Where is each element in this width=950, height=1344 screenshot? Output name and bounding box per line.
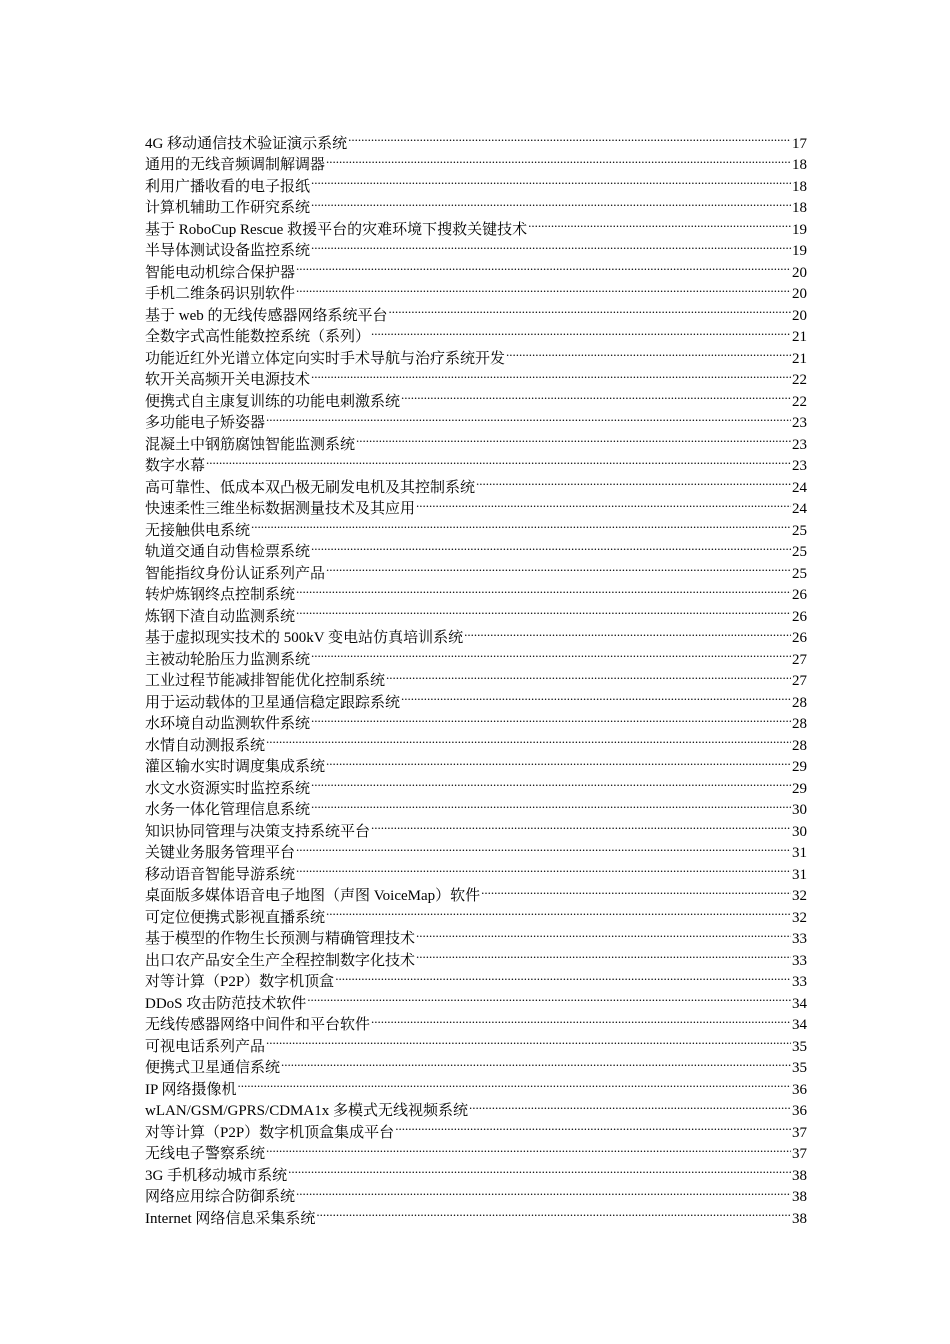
toc-dot-leader bbox=[306, 986, 791, 1008]
toc-entry-page-number: 35 bbox=[792, 1038, 807, 1055]
toc-entry-title: 知识协同管理与决策支持系统平台 bbox=[145, 823, 371, 840]
toc-dot-leader bbox=[310, 642, 791, 664]
toc-dot-leader bbox=[265, 1137, 791, 1159]
toc-entry-title: 功能近红外光谱立体定向实时手术导航与治疗系统开发 bbox=[145, 350, 506, 367]
toc-entry-title: 灌区输水实时调度集成系统 bbox=[145, 759, 326, 775]
toc-entry-title: 快速柔性三维坐标数据测量技术及其应用 bbox=[145, 501, 416, 517]
toc-entry-page-number: 25 bbox=[792, 544, 807, 560]
toc-entry-title: 混凝土中钢筋腐蚀智能监测系统 bbox=[145, 436, 356, 453]
toc-dot-leader bbox=[310, 535, 791, 557]
toc-entry-page-number: 31 bbox=[792, 866, 807, 883]
toc-entry-title: 轨道交通自动售检票系统 bbox=[145, 544, 311, 560]
toc-dot-leader bbox=[310, 707, 791, 729]
toc-entry-page-number: 25 bbox=[792, 565, 807, 582]
toc-entry-page-number: 34 bbox=[792, 1017, 807, 1033]
toc-entry-page-number: 36 bbox=[792, 1103, 807, 1119]
toc-dot-leader bbox=[315, 1201, 791, 1223]
toc-dot-leader bbox=[310, 363, 791, 385]
toc-entry-page-number: 31 bbox=[792, 845, 807, 861]
toc-entry[interactable] bbox=[145, 1072, 807, 1098]
toc-entry-page-number: 27 bbox=[792, 651, 807, 668]
toc-entry-page-number: 17 bbox=[792, 135, 807, 152]
toc-dot-leader bbox=[310, 234, 791, 256]
toc-dot-leader bbox=[400, 685, 791, 707]
toc-entry-title: 无线电子警察系统 bbox=[145, 1146, 266, 1162]
toc-dot-leader bbox=[310, 169, 791, 191]
toc-dot-leader bbox=[480, 879, 791, 901]
toc-entry-title: IP 网络摄像机 bbox=[145, 1081, 237, 1098]
toc-entry-page-number: 32 bbox=[792, 888, 807, 904]
toc-dot-leader bbox=[468, 1094, 791, 1116]
toc-entry-page-number: 20 bbox=[792, 307, 807, 324]
toc-dot-leader bbox=[265, 728, 791, 750]
toc-entry-page-number: 27 bbox=[792, 673, 807, 689]
toc-entry-title: 4G 移动通信技术验证演示系统 bbox=[145, 135, 348, 152]
toc-dot-leader bbox=[415, 492, 791, 514]
toc-dot-leader bbox=[325, 556, 791, 578]
toc-entry-page-number: 25 bbox=[792, 522, 807, 539]
toc-entry-page-number: 22 bbox=[792, 393, 807, 410]
toc-entry-title: 智能指纹身份认证系列产品 bbox=[145, 565, 326, 582]
toc-entry-page-number: 28 bbox=[792, 737, 807, 754]
toc-dot-leader bbox=[370, 320, 791, 342]
toc-entry-title: DDoS 攻击防范技术软件 bbox=[145, 995, 307, 1012]
toc-entry-page-number: 18 bbox=[792, 200, 807, 216]
toc-entry-page-number: 24 bbox=[792, 501, 807, 517]
toc-dot-leader bbox=[295, 255, 791, 277]
toc-entry-page-number: 30 bbox=[792, 802, 807, 818]
toc-entry-title: 炼钢下渣自动监测系统 bbox=[145, 608, 296, 625]
toc-entry-page-number: 22 bbox=[792, 372, 807, 388]
toc-dot-leader bbox=[385, 664, 791, 686]
toc-entry-page-number: 33 bbox=[792, 952, 807, 969]
toc-dot-leader bbox=[355, 427, 791, 449]
toc-entry-page-number: 23 bbox=[792, 458, 807, 474]
toc-entry-title: 转炉炼钢终点控制系统 bbox=[145, 587, 296, 603]
toc-dot-leader bbox=[287, 1158, 791, 1180]
toc-dot-leader bbox=[310, 793, 791, 815]
toc-entry-title: 对等计算（P2P）数字机顶盒 bbox=[145, 974, 335, 990]
toc-entry-page-number: 26 bbox=[792, 630, 807, 646]
toc-entry-title: 手机二维条码识别软件 bbox=[145, 286, 296, 302]
toc-entry-title: 基于虚拟现实技术的 500kV 变电站仿真培训系统 bbox=[145, 630, 464, 646]
toc-dot-leader bbox=[265, 406, 791, 428]
toc-entry-page-number: 24 bbox=[792, 479, 807, 496]
toc-dot-leader bbox=[205, 449, 791, 471]
toc-entry-title: 移动语音智能导游系统 bbox=[145, 866, 296, 883]
toc-entry-title: 出口农产品安全生产全程控制数字化技术 bbox=[145, 952, 416, 969]
toc-dot-leader bbox=[370, 814, 791, 836]
toc-entry-title: 便携式自主康复训练的功能电刺激系统 bbox=[145, 393, 401, 410]
toc-dot-leader bbox=[265, 1029, 791, 1051]
toc-entry-title: wLAN/GSM/GPRS/CDMA1x 多模式无线视频系统 bbox=[145, 1103, 468, 1119]
toc-entry-page-number: 20 bbox=[792, 264, 807, 281]
toc-entry-title: 对等计算（P2P）数字机顶盒集成平台 bbox=[145, 1124, 395, 1141]
toc-entry-title: 用于运动载体的卫星通信稳定跟踪系统 bbox=[145, 694, 401, 711]
toc-dot-leader bbox=[295, 578, 791, 600]
toc-entry-title: 关键业务服务管理平台 bbox=[145, 845, 296, 861]
toc-entry-title: 网络应用综合防御系统 bbox=[145, 1189, 296, 1205]
toc-entry-title: 桌面版多媒体语音电子地图（声图 VoiceMap）软件 bbox=[145, 888, 481, 904]
toc-entry-title: 全数字式高性能数控系统（系列） bbox=[145, 329, 371, 345]
toc-entry-page-number: 33 bbox=[792, 974, 807, 990]
toc-entry-page-number: 38 bbox=[792, 1210, 807, 1227]
toc-entry-title: 多功能电子矫姿器 bbox=[145, 415, 266, 431]
toc-entry-title: 无接触供电系统 bbox=[145, 522, 251, 539]
table-of-contents bbox=[145, 126, 807, 1227]
toc-entry-title: 计算机辅助工作研究系统 bbox=[145, 200, 311, 216]
toc-dot-leader bbox=[310, 191, 791, 213]
toc-dot-leader bbox=[237, 1072, 791, 1094]
toc-entry-title: 数字水幕 bbox=[145, 458, 206, 474]
toc-dot-leader bbox=[295, 1180, 791, 1202]
toc-dot-leader bbox=[370, 1008, 791, 1030]
toc-entry-page-number: 32 bbox=[792, 909, 807, 926]
toc-dot-leader bbox=[394, 1115, 791, 1137]
toc-entry-page-number: 36 bbox=[792, 1081, 807, 1098]
toc-entry[interactable] bbox=[145, 1094, 807, 1119]
toc-entry-page-number: 23 bbox=[792, 415, 807, 431]
toc-dot-leader bbox=[475, 470, 791, 492]
toc-dot-leader bbox=[347, 126, 791, 148]
toc-dot-leader bbox=[295, 599, 791, 621]
toc-dot-leader bbox=[388, 298, 792, 320]
toc-entry-title: 3G 手机移动城市系统 bbox=[145, 1167, 288, 1184]
toc-entry-page-number: 29 bbox=[792, 759, 807, 775]
toc-dot-leader bbox=[325, 900, 791, 922]
toc-entry-title: 基于模型的作物生长预测与精确管理技术 bbox=[145, 931, 416, 947]
toc-entry-title: 基于 RoboCup Rescue 救援平台的灾难环境下搜救关键技术 bbox=[145, 221, 528, 238]
toc-entry-page-number: 33 bbox=[792, 931, 807, 947]
toc-entry-page-number: 38 bbox=[792, 1189, 807, 1205]
toc-entry-title: Internet 网络信息采集系统 bbox=[145, 1210, 316, 1227]
toc-entry-page-number: 35 bbox=[792, 1060, 807, 1076]
toc-entry-title: 高可靠性、低成本双凸极无刷发电机及其控制系统 bbox=[145, 479, 476, 496]
toc-dot-leader bbox=[295, 277, 791, 299]
toc-dot-leader bbox=[463, 621, 791, 643]
toc-dot-leader bbox=[505, 341, 791, 363]
toc-entry-page-number: 19 bbox=[792, 221, 807, 238]
toc-entry-title: 半导体测试设备监控系统 bbox=[145, 243, 311, 259]
toc-entry-title: 主被动轮胎压力监测系统 bbox=[145, 651, 311, 668]
toc-entry-page-number: 26 bbox=[792, 608, 807, 625]
toc-entry-title: 水务一体化管理信息系统 bbox=[145, 802, 311, 818]
toc-dot-leader bbox=[295, 836, 791, 858]
toc-dot-leader bbox=[325, 148, 791, 170]
toc-entry-page-number: 29 bbox=[792, 780, 807, 797]
toc-entry-title: 便携式卫星通信系统 bbox=[145, 1060, 281, 1076]
toc-dot-leader bbox=[415, 922, 791, 944]
toc-entry-page-number: 26 bbox=[792, 587, 807, 603]
toc-entry-page-number: 20 bbox=[792, 286, 807, 302]
toc-entry-title: 水文水资源实时监控系统 bbox=[145, 780, 311, 797]
toc-entry-title: 水情自动测报系统 bbox=[145, 737, 266, 754]
toc-entry-title: 通用的无线音频调制解调器 bbox=[145, 157, 326, 173]
toc-dot-leader bbox=[415, 943, 791, 965]
toc-entry[interactable] bbox=[145, 449, 807, 474]
toc-dot-leader bbox=[310, 771, 791, 793]
toc-entry-title: 可定位便携式影视直播系统 bbox=[145, 909, 326, 926]
toc-entry-title: 无线传感器网络中间件和平台软件 bbox=[145, 1017, 371, 1033]
toc-dot-leader bbox=[280, 1051, 791, 1073]
toc-dot-leader bbox=[250, 513, 791, 535]
toc-entry-page-number: 37 bbox=[792, 1146, 807, 1162]
toc-entry[interactable] bbox=[145, 126, 807, 152]
toc-dot-leader bbox=[295, 857, 791, 879]
toc-entry-page-number: 28 bbox=[792, 694, 807, 711]
toc-entry-page-number: 38 bbox=[792, 1167, 807, 1184]
toc-dot-leader bbox=[325, 750, 791, 772]
toc-entry[interactable] bbox=[145, 470, 807, 496]
toc-entry-title: 智能电动机综合保护器 bbox=[145, 264, 296, 281]
toc-dot-leader bbox=[334, 965, 791, 987]
toc-entry-page-number: 30 bbox=[792, 823, 807, 840]
toc-entry-title: 利用广播收看的电子报纸 bbox=[145, 178, 311, 195]
toc-dot-leader bbox=[400, 384, 791, 406]
toc-entry-title: 软开关高频开关电源技术 bbox=[145, 372, 311, 388]
toc-entry-page-number: 21 bbox=[792, 329, 807, 345]
toc-entry-title: 水环境自动监测软件系统 bbox=[145, 716, 311, 732]
toc-entry-page-number: 18 bbox=[792, 157, 807, 173]
toc-entry-title: 工业过程节能减排智能优化控制系统 bbox=[145, 673, 386, 689]
toc-entry-page-number: 21 bbox=[792, 350, 807, 367]
toc-entry-page-number: 37 bbox=[792, 1124, 807, 1141]
toc-dot-leader bbox=[527, 212, 791, 234]
toc-entry-page-number: 23 bbox=[792, 436, 807, 453]
toc-entry-title: 基于 web 的无线传感器网络系统平台 bbox=[145, 307, 388, 324]
toc-entry-page-number: 19 bbox=[792, 243, 807, 259]
toc-entry-page-number: 28 bbox=[792, 716, 807, 732]
toc-entry-page-number: 34 bbox=[792, 995, 807, 1012]
toc-entry-title: 可视电话系列产品 bbox=[145, 1038, 266, 1055]
toc-entry-page-number: 18 bbox=[792, 178, 807, 195]
